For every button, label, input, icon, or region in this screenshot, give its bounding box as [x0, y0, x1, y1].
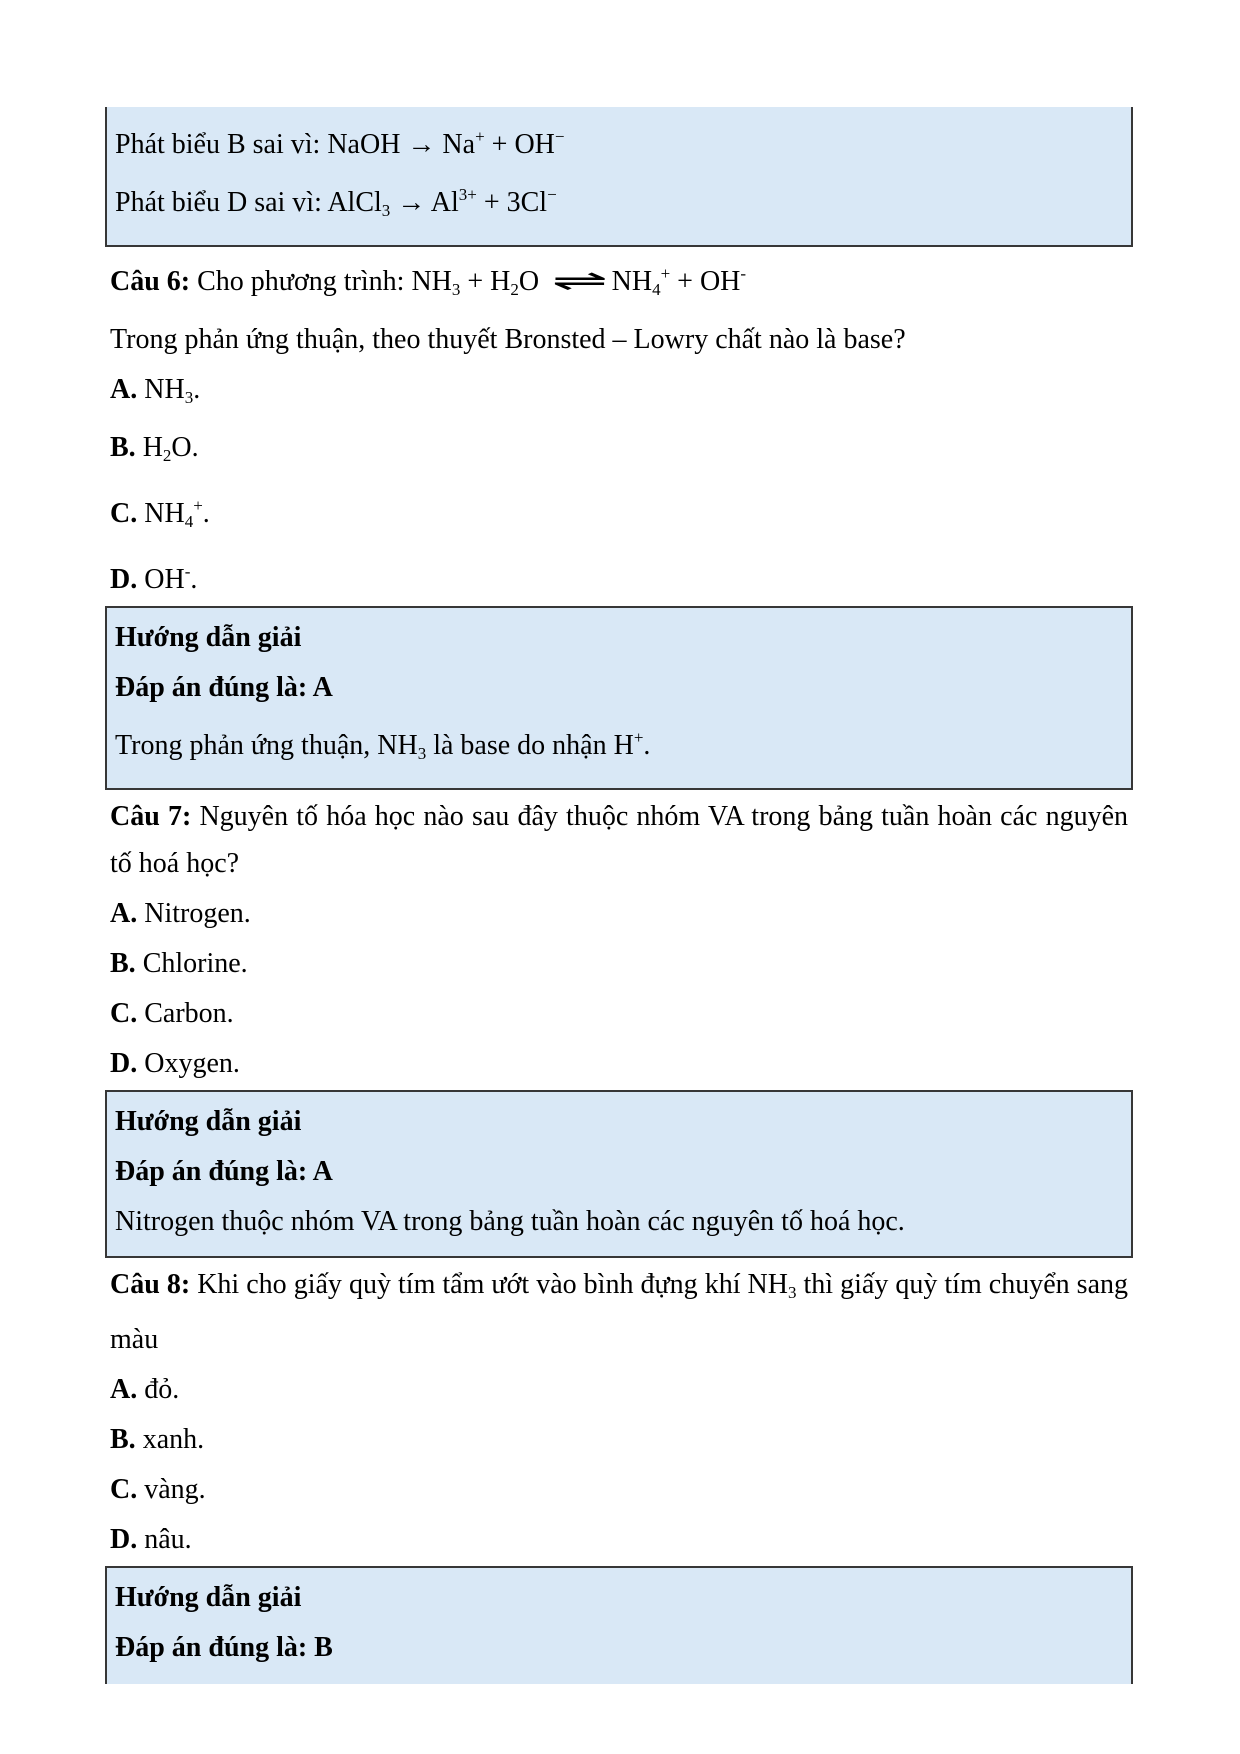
question-8-option-a: A. đỏ. — [110, 1374, 180, 1405]
question-7-option-a: A. Nitrogen. — [110, 898, 251, 929]
solution-answer: Đáp án đúng là: B — [115, 1632, 333, 1663]
question-8-option-b: B. xanh. — [110, 1424, 205, 1455]
question-8-option-c: C. vàng. — [110, 1474, 206, 1505]
question-8-option-d: D. nâu. — [110, 1524, 192, 1555]
solution-explanation: Trong phản ứng thuận, $NH_3$ là base do nhận H+. — [115, 728, 651, 763]
question-7-option-b: B. Chlorine. — [110, 948, 248, 979]
question-7-option-d: D. Oxygen. — [110, 1048, 240, 1079]
solution-header: Hướng dẫn giải — [115, 1106, 302, 1137]
question-7-solution-box — [105, 1090, 1133, 1258]
question-6-option-c: C. $NH_4^+$. — [110, 496, 210, 531]
carryover-statement-b: Phát biểu B sai vì: NaOH → Na+ + OH− — [115, 127, 565, 160]
question-7-option-c: C. Carbon. — [110, 998, 234, 1029]
question-6-solution-box — [105, 606, 1133, 790]
solution-answer: Đáp án đúng là: A — [115, 1156, 333, 1187]
carryover-solution-box — [105, 107, 1133, 247]
question-6-text: Trong phản ứng thuận, theo thuyết Bronsted – Lowry chất nào là base? — [110, 324, 906, 355]
question-6-heading: Câu 6: Cho phương trình: $NH_3 + H_2O$ ⇌ $NH_4^+ + OH^-$ — [110, 264, 747, 299]
solution-explanation: Nitrogen thuộc nhóm VA trong bảng tuần hoàn các nguyên tố hoá học. — [115, 1206, 905, 1237]
solution-answer: Đáp án đúng là: A — [115, 672, 333, 703]
carryover-statement-d: Phát biểu D sai vì: AlCl$_3$ → $Al^{3+} + 3Cl^-$ — [115, 185, 557, 220]
question-8-heading: Câu 8: Khi cho giấy quỳ tím tẩm ướt vào bình đựng khí $NH_3$ thì giấy quỳ tím chuyển sang màu — [110, 1269, 1129, 1355]
question-6-option-d: D. OH-. — [110, 562, 198, 595]
question-6-option-b: B. $H_2O$. — [110, 432, 199, 465]
question-6-option-a: A. $NH_3$. — [110, 374, 201, 407]
question-7-heading: Câu 7: Nguyên tố hóa học nào sau đây thuộc nhóm VA trong bảng tuần hoàn các nguyên tố hoá học? — [110, 801, 1128, 879]
question-8-solution-box — [105, 1566, 1133, 1684]
solution-header: Hướng dẫn giải — [115, 1582, 302, 1613]
solution-header: Hướng dẫn giải — [115, 622, 302, 653]
content-column — [105, 107, 1133, 1687]
